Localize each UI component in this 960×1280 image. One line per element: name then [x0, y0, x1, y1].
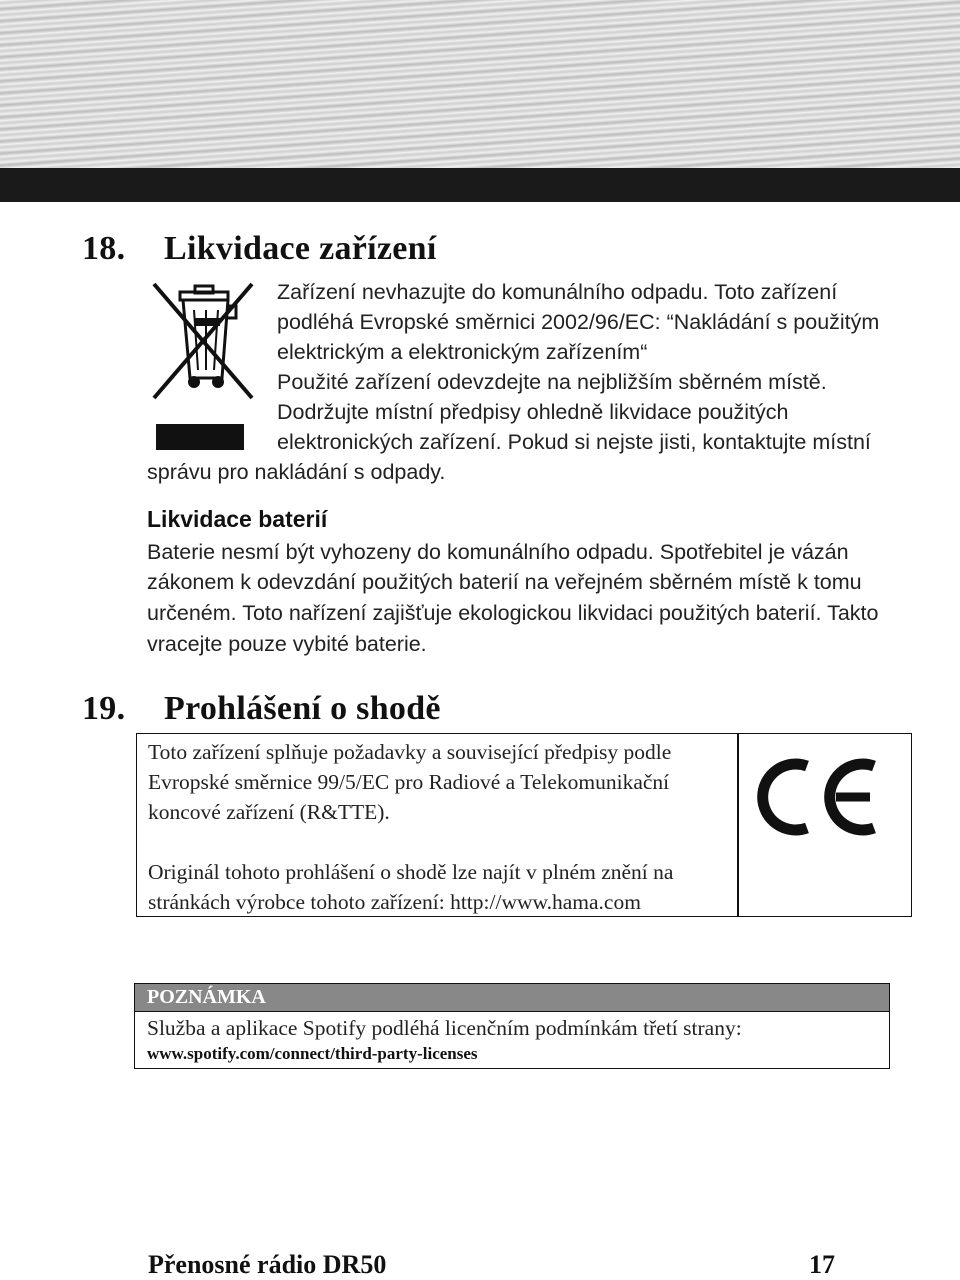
weee-text-line-3: elektrickým a elektronickým zařízením“ [277, 340, 648, 364]
section-19-heading [82, 690, 441, 728]
declaration-line-2: Evropské směrnice 99/5/EC pro Radiové a Telekomunikační [148, 770, 670, 794]
note-header [135, 984, 889, 1012]
battery-heading: Likvidace baterií [147, 506, 328, 532]
weee-text-line-5: Dodržujte místní předpisy ohledně likvidace použitých [277, 400, 789, 424]
battery-text-line-2: zákonem k odevzdání použitých baterií na veřejném sběrném místě k tomu [147, 570, 862, 594]
declaration-line-3: koncové zařízení (R&TTE). [148, 800, 390, 824]
ce-mark-icon [752, 752, 882, 842]
battery-text-line-1: Baterie nesmí být vyhozeny do komunálního odpadu. Spotřebitel je vázán [147, 540, 849, 564]
header-dark-strip [0, 168, 960, 202]
origin-line-1: Originál tohoto prohlášení o shodě lze najít v plném znění na [148, 860, 674, 884]
header-banner [0, 0, 960, 168]
weee-text-line-4: Použité zařízení odevzdejte na nejbližším sběrném místě. [277, 370, 827, 394]
weee-text-line-6: elektronických zařízení. Pokud si nejste jisti, kontaktujte místní [277, 430, 871, 454]
weee-text-line-1: Zařízení nevhazujte do komunálního odpadu. Toto zařízení [277, 280, 838, 304]
battery-text-line-4: vracejte pouze vybité baterie. [147, 632, 427, 656]
battery-text-line-3: určeném. Toto nařízení zajišťuje ekologickou likvidaci použitých baterií. Takto [147, 601, 879, 625]
weee-text-line-2: podléhá Evropské směrnici 2002/96/EC: “Nakládání s použitým [277, 310, 880, 334]
section-18-title: Likvidace zařízení [164, 230, 437, 267]
section-19-title: Prohlášení o shodě [164, 690, 441, 727]
declaration-line-1: Toto zařízení splňuje požadavky a související předpisy podle [148, 740, 672, 764]
declaration-divider [737, 733, 739, 917]
section-19-number: 19. [82, 690, 126, 727]
note-header-label: POZNÁMKA [147, 986, 266, 1008]
crossed-out-wheelie-bin-icon [150, 278, 260, 453]
page-number: 17 [809, 1250, 835, 1279]
note-text: Služba a aplikace Spotify podléhá licenčním podmínkám třetí strany: [147, 1016, 742, 1040]
footer-product-name: Přenosné rádio DR50 [148, 1250, 387, 1279]
weee-text-line-7: správu pro nakládání s odpady. [147, 460, 446, 484]
section-18-heading [82, 230, 437, 268]
spotify-license-link[interactable]: www.spotify.com/connect/third-party-licenses [147, 1044, 478, 1063]
origin-line-2: stránkách výrobce tohoto zařízení: http://www.hama.com [148, 890, 641, 914]
section-18-number: 18. [82, 230, 126, 267]
